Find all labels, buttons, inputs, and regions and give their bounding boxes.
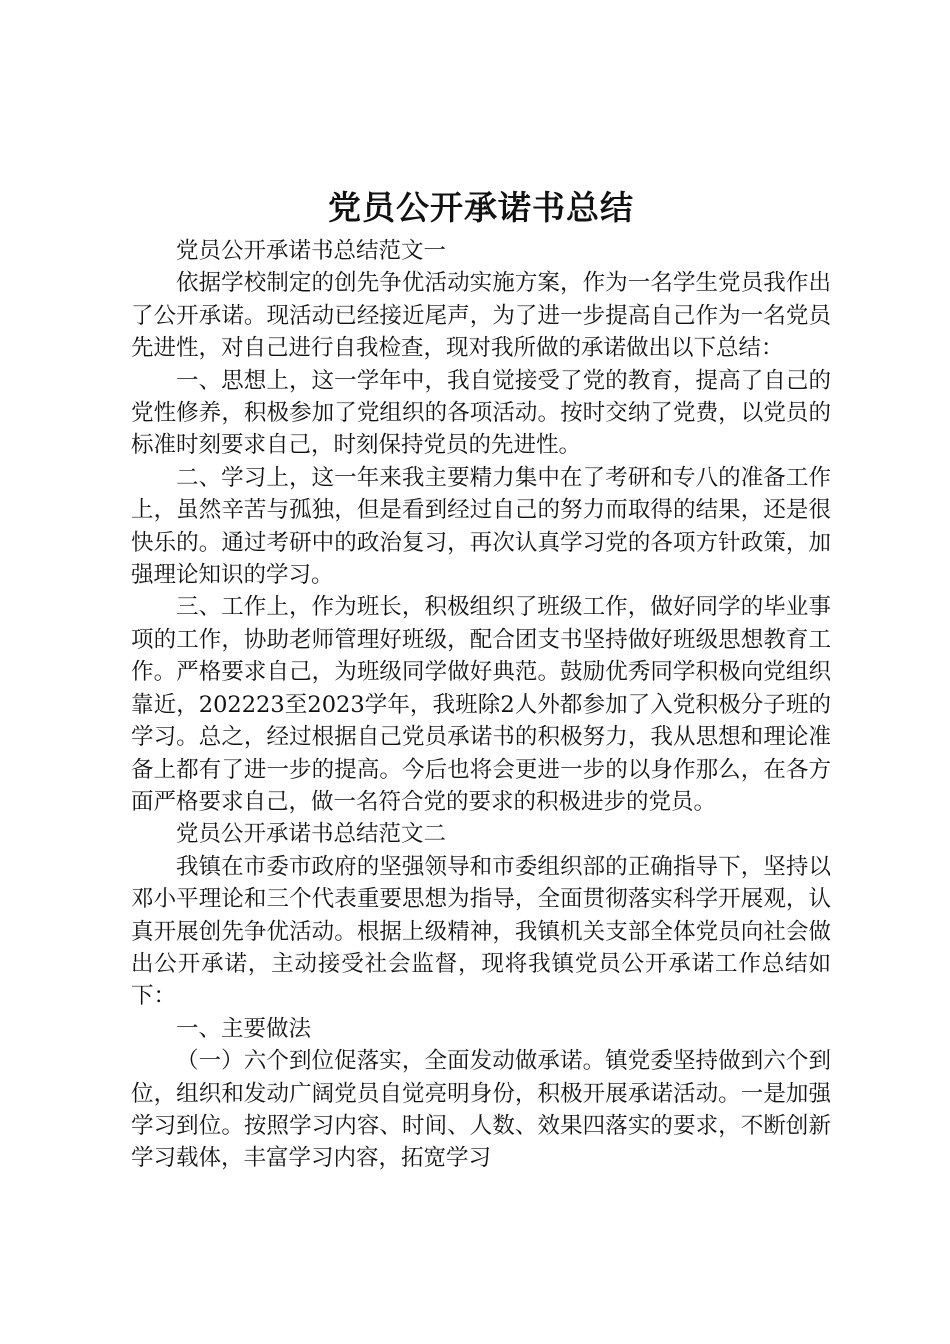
section-heading-sample-one: 党员公开承诺书总结范文一 xyxy=(176,238,447,264)
paragraph-six-measures: （一）六个到位促落实，全面发动做承诺。镇党委坚持做到六个到位，组织和发动广阔党员自觉亮明身份，积极开展承诺活动。一是加强学习到位。按照学习内容、时间、人数、效果四落实的要求，不断创新学习载体，丰富学习内容，拓宽学习 xyxy=(131,1048,831,1172)
document-page xyxy=(131,183,831,1175)
paragraph-intro: 依据学校制定的创先争优活动实施方案，作为一名学生党员我作出了公开承诺。现活动已经接近尾声，为了进一步提高自己作为一名党员先进性，对自己进行自我检查，现对我所做的承诺做出以下总结： xyxy=(131,270,831,362)
section-heading-sample-two: 党员公开承诺书总结范文二 xyxy=(176,821,447,848)
paragraph-work: 三、工作上，作为班长，积极组织了班级工作，做好同学的毕业事项的工作，协助老师管理好班级，配合团支书坚持做好班级思想教育工作。严格要求自己，为班级同学做好典范。鼓励优秀同学积极向党组织靠近，202223至2023学年，我班除2人外都参加了入党积极分子班的学习。总之，经过根据自己党员承诺书的积极努力，我从思想和理论准备上都有了进一步的提高。今后也将会更进一步的以身作那么，在各方面严格要求自己，做一名符合党的要求的积极进步的党员。 xyxy=(131,594,831,815)
paragraph-study: 二、学习上，这一年来我主要精力集中在了考研和专八的准备工作上，虽然辛苦与孤独，但是看到经过自己的努力而取得的结果，还是很快乐的。通过考研中的政治复习，再次认真学习党的各项方针政策，加强理论知识的学习。 xyxy=(131,464,831,589)
paragraph-town-intro: 我镇在市委市政府的坚强领导和市委组织部的正确指导下，坚持以邓小平理论和三个代表重要思想为指导，全面贯彻落实科学开展观，认真开展创先争优活动。根据上级精神，我镇机关支部全体党员向社会做出公开承诺，主动接受社会监督，现将我镇党员公开承诺工作总结如下： xyxy=(131,853,831,1010)
document-title: 党员公开承诺书总结 xyxy=(328,188,634,227)
section-heading-main-practices: 一、主要做法 xyxy=(176,1015,312,1042)
paragraph-ideology: 一、思想上，这一学年中，我自觉接受了党的教育，提高了自己的党性修养，积极参加了党组织的各项活动。按时交纳了党费，以党员的标准时刻要求自己，时刻保持党员的先进性。 xyxy=(131,367,831,459)
